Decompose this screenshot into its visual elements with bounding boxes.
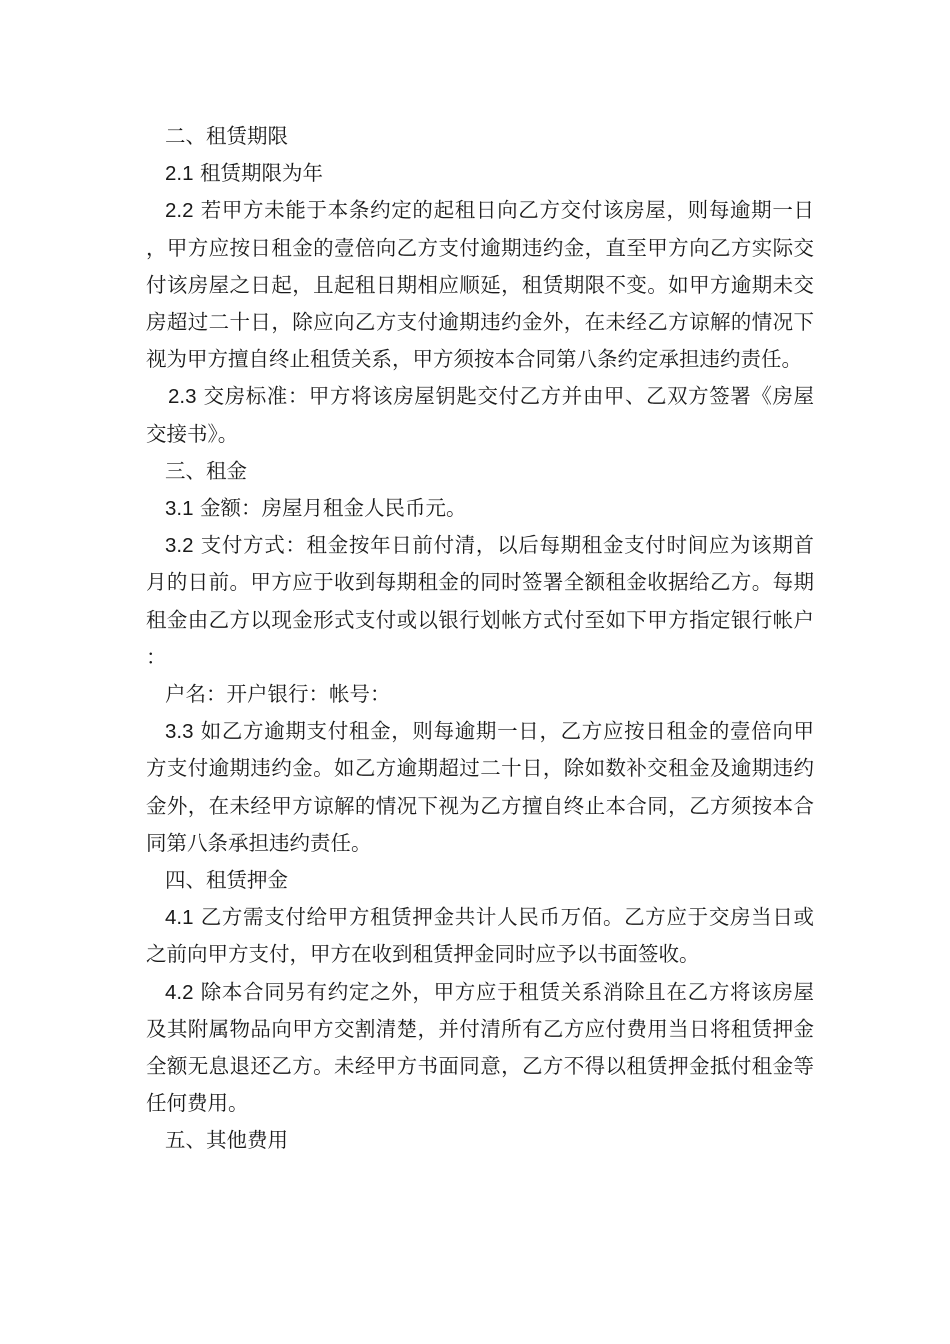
contract-body — [146, 118, 814, 1160]
clause-4-2 — [146, 974, 814, 1123]
heading-text: 二、租赁期限 — [165, 124, 288, 148]
clause-text: 金额：房屋月租金人民币元。 — [200, 496, 467, 521]
clause-2-3 — [146, 378, 814, 452]
clause-number: 2.3 — [168, 385, 197, 409]
clause-number: 2.2 — [165, 199, 194, 223]
section-heading-lease-term — [146, 118, 814, 155]
section-heading-deposit — [146, 862, 814, 899]
clause-2-2 — [146, 192, 814, 378]
clause-text: 如乙方逾期支付租金，则每逾期一日，乙方应按日租金的壹倍向甲方支付逾期违约金。如乙方逾期超过二十日，除如数补交租金及逾期违约金外，在未经甲方谅解的情况下视为乙方擅自终止本合同，乙方须按本合同第八条承担违约责任。 — [146, 719, 814, 855]
section-heading-rent — [146, 453, 814, 490]
clause-text: 若甲方未能于本条约定的起租日向乙方交付该房屋，则每逾期一日，甲方应按日租金的壹倍向乙方支付逾期违约金，直至甲方向乙方实际交付该房屋之日起，且起租日期相应顺延，租赁期限不变。如甲方逾期未交房超过二十日，除应向乙方支付逾期违约金外，在未经乙方谅解的情况下视为甲方擅自终止租赁关系，甲方须按本合同第八条约定承担违约责任。 — [146, 198, 814, 372]
clause-text: 乙方需支付给甲方租赁押金共计人民币万佰。乙方应于交房当日或之前向甲方支付，甲方在收到租赁押金同时应予以书面签收。 — [146, 905, 814, 967]
clause-number: 4.1 — [165, 906, 194, 930]
clause-2-1 — [146, 155, 814, 192]
heading-text: 五、其他费用 — [165, 1128, 288, 1153]
clause-3-1 — [146, 490, 814, 527]
clause-number: 2.1 — [165, 162, 194, 186]
heading-text: 三、租金 — [165, 458, 247, 483]
section-heading-other-fees — [146, 1122, 814, 1159]
bank-account-line — [146, 676, 814, 713]
clause-4-1 — [146, 899, 814, 973]
clause-text: 租赁期限为年 — [200, 161, 324, 186]
clause-number: 3.1 — [165, 497, 194, 521]
clause-text: 交房标准：甲方将该房屋钥匙交付乙方并由甲、乙双方签署《房屋交接书》。 — [146, 384, 814, 446]
clause-number: 4.2 — [165, 980, 194, 1004]
clause-3-2 — [146, 527, 814, 676]
heading-text: 四、租赁押金 — [165, 868, 288, 893]
bank-account-text: 户名：开户银行：帐号： — [165, 682, 391, 707]
clause-number: 3.3 — [165, 720, 194, 744]
clause-3-3 — [146, 713, 814, 862]
clause-number: 3.2 — [165, 534, 194, 558]
clause-text: 支付方式：租金按年日前付清，以后每期租金支付时间应为该期首月的日前。甲方应于收到每期租金的同时签署全额租金收据给乙方。每期租金由乙方以现金形式支付或以银行划帐方式付至如下甲方指定银行帐户： — [146, 533, 814, 669]
clause-text: 除本合同另有约定之外，甲方应于租赁关系消除且在乙方将该房屋及其附属物品向甲方交割清楚，并付清所有乙方应付费用当日将租赁押金全额无息退还乙方。未经甲方书面同意，乙方不得以租赁押金抵付租金等任何费用。 — [146, 979, 814, 1116]
